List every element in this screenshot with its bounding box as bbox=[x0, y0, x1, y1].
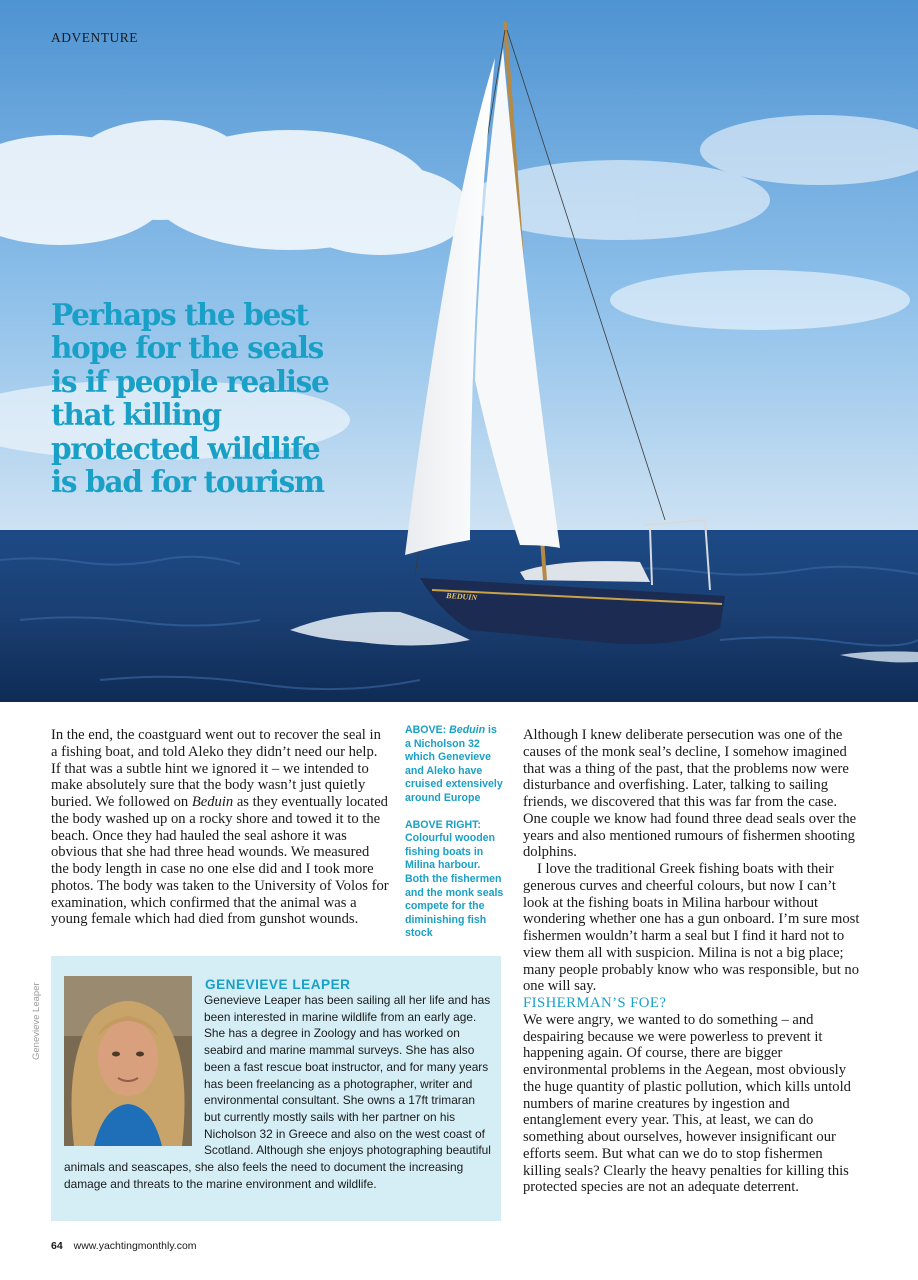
pull-quote-line: hope for the seals bbox=[51, 330, 323, 366]
pull-quote-line: protected wildlife bbox=[51, 430, 320, 466]
body-column-right bbox=[523, 727, 863, 1196]
author-bio-box bbox=[51, 956, 501, 1221]
pull-quote-line: that killing bbox=[51, 397, 221, 433]
pull-quote-line: is bad for tourism bbox=[51, 464, 324, 500]
pull-quote-line: Perhaps the best bbox=[51, 297, 308, 332]
page-number: 64 bbox=[51, 1240, 63, 1252]
photo-captions bbox=[405, 724, 505, 954]
body-paragraph: In the end, the coastguard went out to recover the seal in a fishing boat, and told Aleko they didn’t need our help. If that was a subtle hint we ignored it – we intended to make absolutely sure that the body wasn’t just quietly buried. We followed on Beduin as they eventually located the body washed up on a rocky shore and towed it to the beach. Once they had hauled the seal ashore it was obvious that she had three head wounds. We measured the body length in case no one else did and I took more photos. The body was taken to the University of Volos for examination, which confirmed that the animal was a young female which had died from gunshot wounds. bbox=[51, 727, 389, 928]
body-paragraph: We were angry, we wanted to do something – and despairing because we were powerless to prevent it happening again. Of course, there are bigger environmental problems in the Aegean, most obviously the huge quantity of plastic pollution, which kills untold numbers of marine creatures by ingestion and entanglement every year. This, at least, we can do something about ourselves, however insignificant our efforts seem. But what can we do to stop fishermen killing seals? Clearly the heavy penalties for killing this protected species are not an adequate deterrent. bbox=[523, 1011, 851, 1196]
caption-above-right: ABOVE RIGHT: Colourful wooden fishing boats in Milina harbour. Both the fishermen and the monk seals compete for the diminishing fish stock bbox=[405, 818, 504, 940]
subheading: FISHERMAN’S FOE? bbox=[523, 995, 667, 1011]
section-label: ADVENTURE bbox=[51, 30, 138, 45]
photo-credit: Genevieve Leaper bbox=[31, 982, 42, 1060]
website-url: www.yachtingmonthly.com bbox=[73, 1240, 197, 1252]
bio-text: Genevieve Leaper has been sailing all her life and has been interested in marine wildlife from an early age. She has a degree in Zoology and has worked on seabird and marine mammal surveys. She has also been a fast rescue boat instructor, and for many years has been freelancing as a photographer, writer and environmental consultant. She owns a 17ft trimaran but currently mostly sails with her partner on his Nicholson 32 in Greece and also on the west coast of Scotland. Although she enjoys photographing beautiful animals and seascapes, she also feels the need to document the increasing damage and threats to the marine environment and wildlife. bbox=[64, 993, 491, 1191]
pull-quote-line: is if people realise bbox=[51, 363, 329, 399]
body-paragraph: I love the traditional Greek fishing boats with their generous curves and cheerful colours, but now I can’t look at the fishing boats in Milina harbour without wondering whether one has a gun onboard. I’m sure most fishermen wouldn’t harm a seal but I find it hard not to view them all with suspicion. Milina is not a big place; many people probably know who was responsible, but no one will say. bbox=[523, 861, 860, 995]
bio-title: GENEVIEVE LEAPER bbox=[205, 977, 351, 992]
boat-name: BEDUIN bbox=[445, 591, 478, 603]
body-paragraph: Although I knew deliberate persecution was one of the causes of the monk seal’s decline, I somehow imagined that was a thing of the past, that the problems now were disturbance and overfishing. Later, talking to sailing friends, we discovered that this was far from the case. One couple we know had found three dead seals over the years and also mentioned rumours of fishermen shooting dolphins. bbox=[523, 727, 857, 861]
body-column-left bbox=[51, 727, 389, 928]
page-footer bbox=[51, 1240, 197, 1252]
caption-above: ABOVE: Beduin is a Nicholson 32 which Genevieve and Aleko have cruised extensively around Europe bbox=[405, 724, 503, 804]
